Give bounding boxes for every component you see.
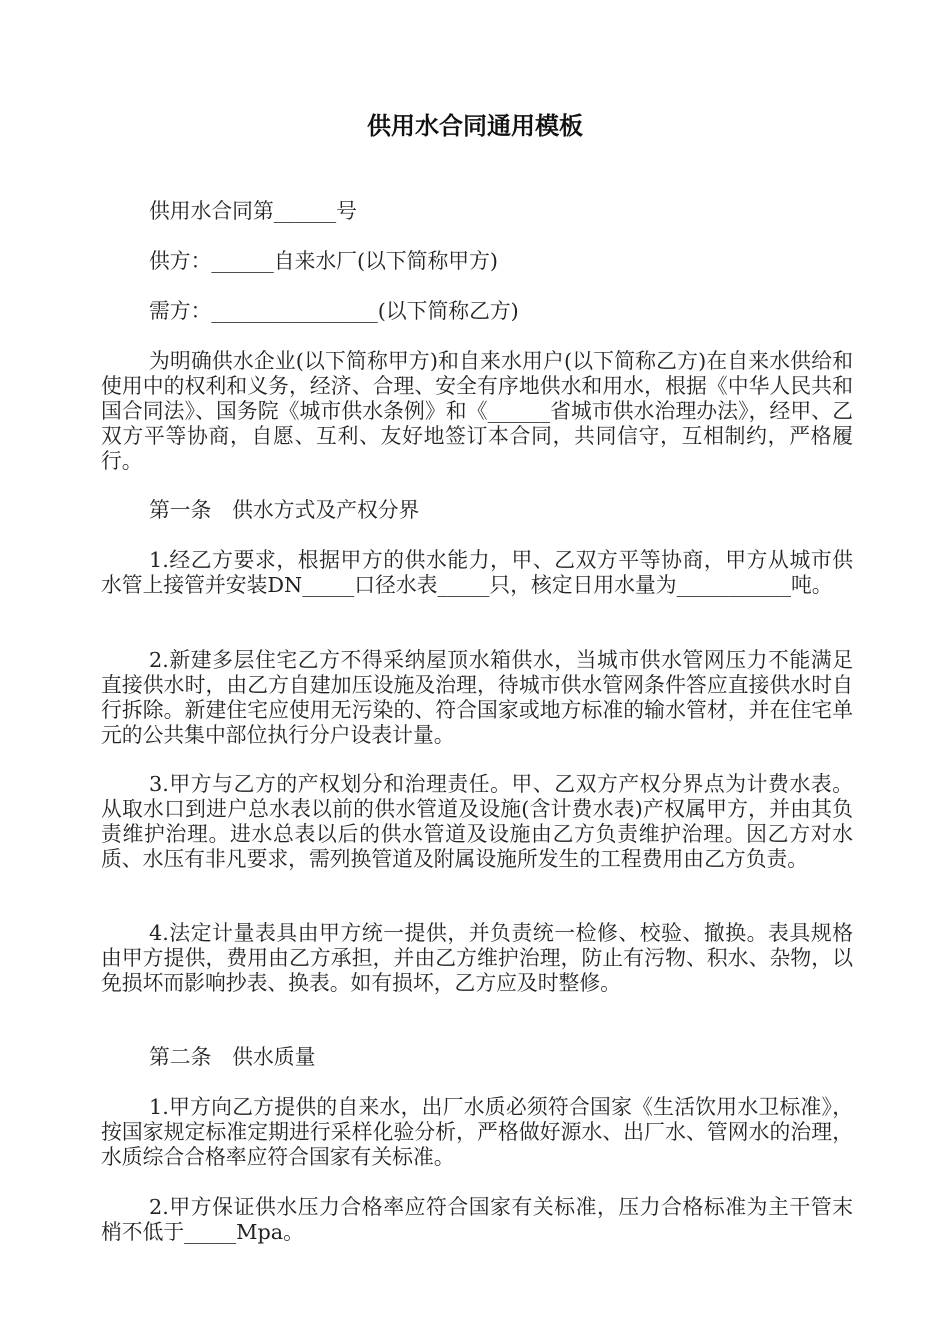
consumer-line: 需方：________________(以下简称乙方) [149,299,519,323]
preamble-paragraph: 为明确供水企业(以下简称甲方)和自来水用户(以下简称乙方)在自来水供给和使用中的权利和义务，经济、合理、安全有序地供水和用水，根据《中华人民共和国合同法》、国务院《城市供水条例》和《______省城市供水治理办法》，经甲、乙双方平等协商，自愿、互利、友好地签订本合同，共同信守，互相制约，严格履行。 [101,349,853,473]
article-two-clause-2: 2.甲方保证供水压力合格率应符合国家有关标准，压力合格标准为主干管末梢不低于_____Mpa。 [101,1195,853,1244]
article-one-clause-4: 4.法定计量表具由甲方统一提供，并负责统一检修、校验、撤换。表具规格由甲方提供，费用由乙方承担，并由乙方维护治理，防止有污物、积水、杂物，以免损坏而影响抄表、换表。如有损坏，乙方应及时整修。 [101,921,853,995]
document-title: 供用水合同通用模板 [367,112,583,140]
article-one-heading: 第一条 供水方式及产权分界 [149,498,420,522]
article-two-clause-1: 1.甲方向乙方提供的自来水，出厂水质必须符合国家《生活饮用水卫标准》，按国家规定标准定期进行采样化验分析，严格做好源水、出厂水、管网水的治理，水质综合合格率应符合国家有关标准。 [101,1095,853,1169]
article-one-clause-3: 3.甲方与乙方的产权划分和治理责任。甲、乙双方产权分界点为计费水表。从取水口到进户总水表以前的供水管道及设施(含计费水表)产权属甲方，并由其负责维护治理。进水总表以后的供水管道及设施由乙方负责维护治理。因乙方对水质、水压有非凡要求，需列换管道及附属设施所发生的工程费用由乙方负责。 [101,772,853,871]
contract-number-line: 供用水合同第______号 [149,199,357,223]
article-one-clause-2: 2.新建多层住宅乙方不得采纳屋顶水箱供水，当城市供水管网压力不能满足直接供水时，由乙方自建加压设施及治理，待城市供水管网条件答应直接供水时自行拆除。新建住宅应使用无污染的、符合国家或地方标准的输水管材，并在住宅单元的公共集中部位执行分户设表计量。 [101,648,853,747]
article-two-heading: 第二条 供水质量 [149,1045,316,1069]
supplier-line: 供方：______自来水厂(以下简称甲方) [149,249,498,273]
article-one-clause-1: 1.经乙方要求，根据甲方的供水能力，甲、乙双方平等协商，甲方从城市供水管上接管并安装DN_____口径水表_____只，核定日用水量为___________吨。 [101,548,853,597]
